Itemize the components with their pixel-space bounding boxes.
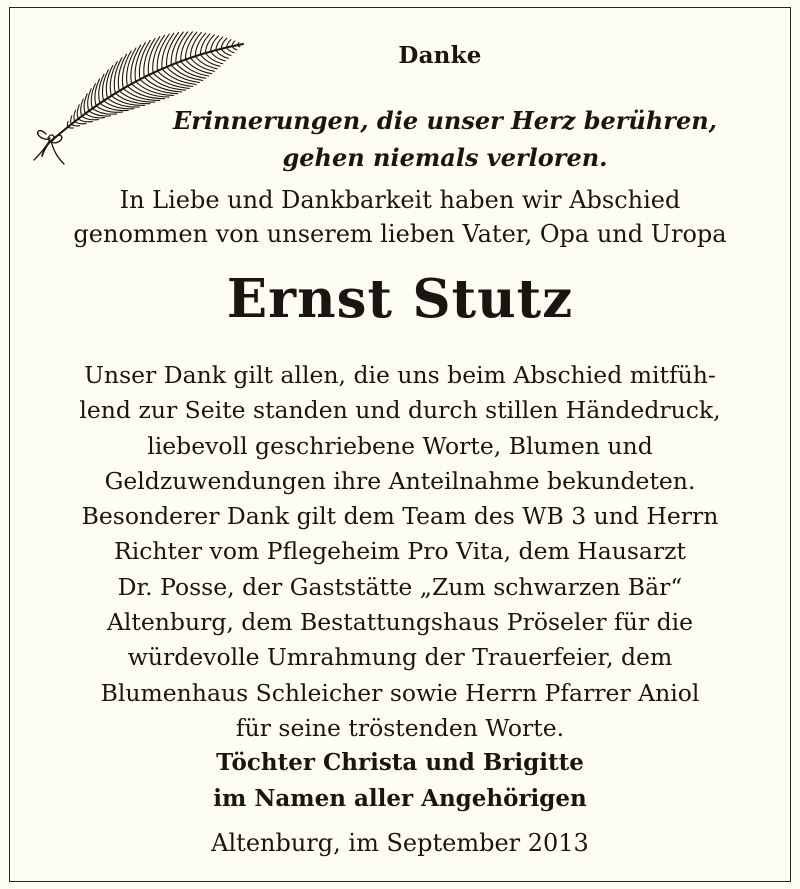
feather-barb (67, 122, 68, 128)
quote-line: Erinnerungen, die unser Herz berühren, (172, 106, 718, 135)
feather-barb (227, 48, 234, 53)
body-line: Geldzuwendungen ihre Anteilnahme bekundeten. (104, 466, 696, 495)
feather-barb (68, 127, 73, 128)
body-line: liebevoll geschriebene Worte, Blumen und (147, 431, 653, 460)
notice-title: Danke (398, 42, 482, 69)
feather-barb (77, 105, 79, 119)
intro-line: In Liebe und Dankbarkeit haben wir Abschied (119, 186, 681, 214)
thank-you-text (20, 358, 780, 746)
place-and-date: Altenburg, im September 2013 (211, 829, 589, 857)
feather-barb (81, 99, 84, 116)
intro-line: genommen von unserem lieben Vater, Opa und Uropa (73, 220, 727, 248)
body-line: Besonderer Dank gilt dem Team des WB 3 und Herrn (81, 502, 719, 531)
body-line: lend zur Seite standen und durch stillen Händedruck, (79, 396, 721, 425)
feather-barb (96, 106, 122, 113)
feather-barb (195, 56, 217, 69)
feather-barb (190, 58, 214, 72)
feather-barb (110, 62, 117, 96)
feather-barb (114, 58, 122, 94)
feather-barb (162, 33, 174, 69)
memorial-quote (150, 102, 740, 176)
feather-barb (221, 49, 231, 56)
body-line: würdevolle Umrahmung der Trauerfeier, dem (127, 643, 673, 672)
feather-barb (88, 89, 92, 111)
intro-text (20, 183, 780, 251)
signature-block (20, 745, 780, 817)
feather-barb (106, 66, 112, 99)
deceased-name: Ernst Stutz (226, 268, 574, 330)
feather-barb (84, 94, 87, 114)
signature-line: im Namen aller Angehörigen (213, 785, 587, 812)
body-line: Richter vom Pflegeheim Pro Vita, dem Hausarzt (114, 537, 686, 566)
feather-barb (200, 55, 220, 67)
body-line: Blumenhaus Schleicher sowie Herrn Pfarrer Aniol (100, 678, 700, 707)
body-line: Dr. Posse, der Gaststätte „Zum schwarzen Bär“ (117, 572, 683, 601)
body-line: Altenburg, dem Bestattungshaus Pröseler für die (106, 608, 694, 637)
signature-line: Töchter Christa und Brigitte (216, 749, 584, 776)
quote-line: gehen niemals verloren. (282, 143, 608, 172)
body-line: für seine tröstenden Worte. (235, 713, 565, 742)
feather-barb (71, 124, 79, 126)
body-line: Unser Dank gilt allen, die uns beim Abschied mitfüh- (84, 361, 716, 389)
